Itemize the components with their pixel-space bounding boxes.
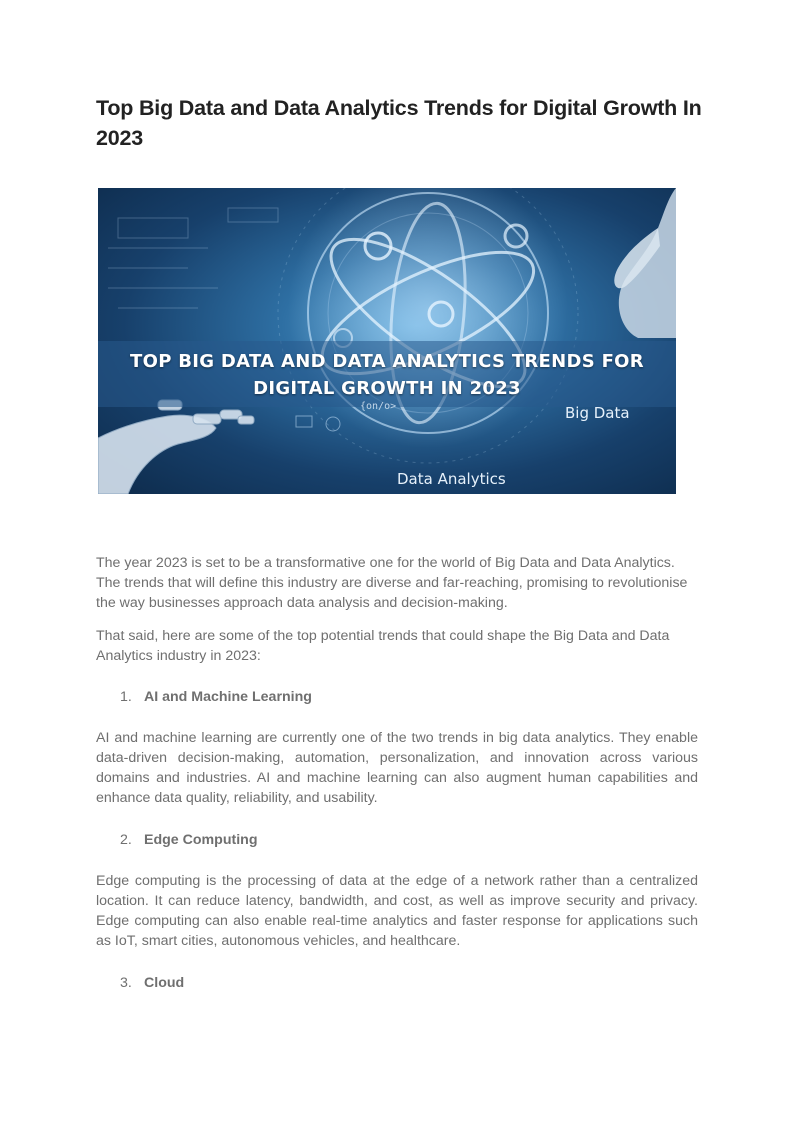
intro-paragraph-2: That said, here are some of the top potential trends that could shape the Big Data and Data Analytics industry in 2023: bbox=[96, 628, 670, 664]
intro-paragraph-1: The year 2023 is set to be a transformative one for the world of Big Data and Data Analytics. The trends that will define this industry are diverse and far-reaching, promising to revolutionise the way businesses approach data analysis and decision-making. bbox=[96, 555, 688, 611]
trend-heading-3 bbox=[120, 973, 184, 993]
hero-big-data-tag: Big Data bbox=[565, 404, 630, 422]
hero-heading-line2: DIGITAL GROWTH IN 2023 bbox=[253, 378, 521, 399]
hero-heading-line1: TOP BIG DATA AND DATA ANALYTICS TRENDS FOR bbox=[130, 351, 644, 372]
hero-code-tag: {on/o> bbox=[360, 401, 397, 412]
trend-heading-1 bbox=[120, 687, 312, 707]
hero-image bbox=[98, 188, 676, 494]
list-number: 1. bbox=[120, 689, 132, 705]
list-number: 2. bbox=[120, 832, 132, 848]
trend-label: Cloud bbox=[144, 975, 185, 991]
page-title: Top Big Data and Data Analytics Trends for Digital Growth In 2023 bbox=[96, 96, 702, 150]
hero-data-analytics-tag: Data Analytics bbox=[397, 470, 506, 488]
hero-heading bbox=[98, 348, 676, 402]
list-number: 3. bbox=[120, 975, 132, 991]
trend-description-1: AI and machine learning are currently one of the two trends in big data analytics. They enable data-driven decision-making, automation, personalization, and innovation across various domains and industries. AI and machine learning can also augment human capabilities and enhance data quality, reliability, and usability. bbox=[96, 730, 698, 806]
trend-label: AI and Machine Learning bbox=[144, 689, 312, 705]
trend-heading-2 bbox=[120, 830, 258, 850]
trend-label: Edge Computing bbox=[144, 832, 258, 848]
trend-description-2: Edge computing is the processing of data at the edge of a network rather than a centralized location. It can reduce latency, bandwidth, and cost, as well as improve security and privacy. Edge computing can also enable real-time analytics and faster response for applications such as IoT, smart cities, autonomous vehicles, and healthcare. bbox=[96, 873, 698, 949]
